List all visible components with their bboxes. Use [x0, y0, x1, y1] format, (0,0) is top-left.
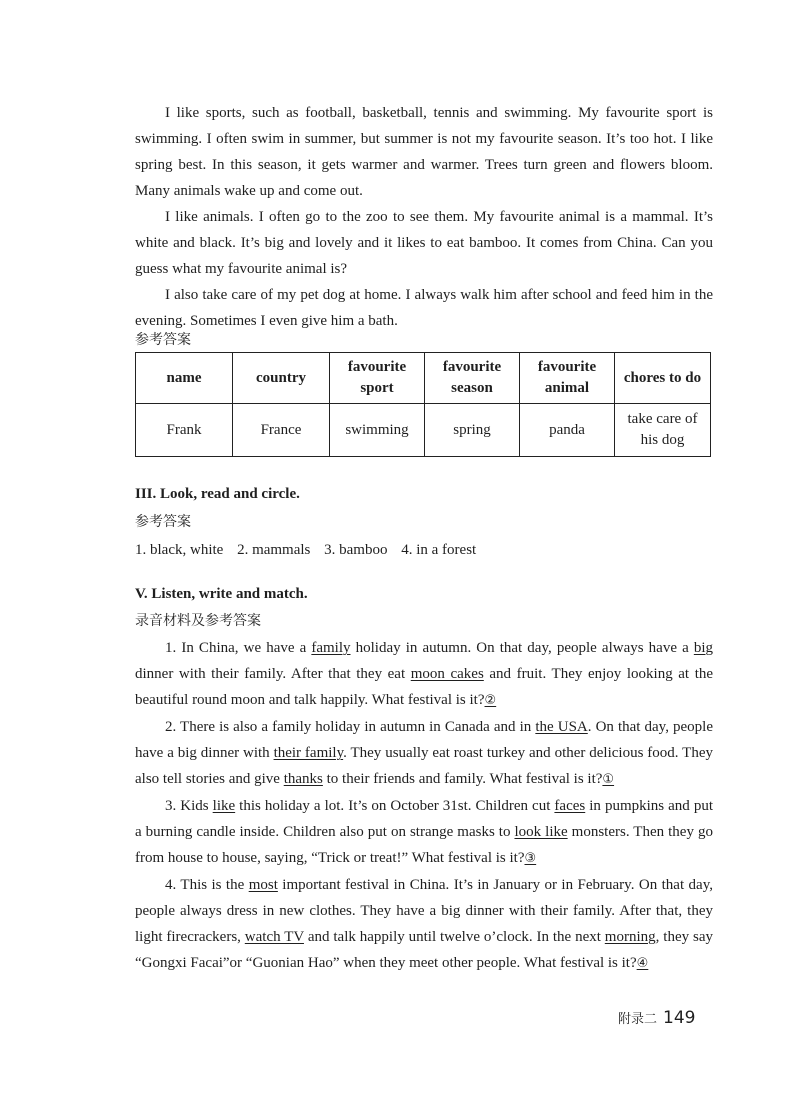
listening-item-1: 1. In China, we have a family holiday in autumn. On that day, people always have a big dinner with their family. After that they eat moon cakes and fruit. They enjoy looking at the beautiful round moon and talk happily. What festival is it?②	[135, 640, 714, 708]
answer-mark: ④	[636, 956, 649, 971]
answer-table	[135, 352, 711, 457]
table-header-cell: name	[136, 353, 233, 404]
section-5-title: V. Listen, write and match.	[135, 586, 308, 602]
page-number: 149	[663, 1008, 696, 1028]
section-3-answers	[135, 538, 713, 562]
table-cell: panda	[520, 404, 615, 457]
section-5	[135, 582, 713, 977]
intro-paragraph-3: I also take care of my pet dog at home. I always walk him after school and feed him in the evening. Sometimes I even give him a bath.	[135, 287, 713, 329]
answer-label: 参考答案	[135, 332, 191, 348]
table-cell: Frank	[136, 404, 233, 457]
table-header-cell: favourite season	[425, 353, 520, 404]
answer-item: 3. bamboo	[324, 542, 388, 558]
table-header-cell: chores to do	[615, 353, 711, 404]
answer-mark: ③	[524, 851, 537, 866]
listening-item-3: 3. Kids like this holiday a lot. It’s on October 31st. Children cut faces in pumpkins and put a burning candle inside. Children also put on strange masks to look like monsters. Then they go from house to house, saying, “Trick or treat!” What festival is it?③	[135, 798, 714, 866]
section-3	[135, 482, 713, 562]
answer-item: 2. mammals	[237, 542, 311, 558]
intro-paragraph-1: I like sports, such as football, basketball, tennis and swimming. My favourite sport is swimming. I often swim in summer, but summer is not my favourite season. It’s too hot. I like spring best. In this season, it gets warmer and warmer. Trees turn green and flowers bloom. Many animals wake up and come out.	[135, 105, 713, 199]
section-5-label: 录音材料及参考答案	[135, 613, 261, 629]
listening-item-2: 2. There is also a family holiday in autumn in Canada and in the USA. On that day, people have a big dinner with their family. They usually eat roast turkey and other delicious food. They also tell stories and give thanks to their friends and family. What festival is it?①	[135, 719, 714, 787]
table-row	[136, 404, 711, 457]
page-footer	[618, 1008, 718, 1028]
table-header-cell: favourite sport	[330, 353, 425, 404]
intro-paragraph-2: I like animals. I often go to the zoo to see them. My favourite animal is a mammal. It’s white and black. It’s big and lovely and it likes to eat bamboo. It comes from China. Can you guess what my favourite animal is?	[135, 209, 713, 277]
section-3-title: III. Look, read and circle.	[135, 486, 300, 502]
section-3-answer-label: 参考答案	[135, 514, 191, 530]
table-cell: take care of his dog	[615, 404, 711, 457]
listening-item-4: 4. This is the most important festival in China. It’s in January or in February. On that day, people always dress in new clothes. They have a big dinner with their family. After that, they light firecrackers, watch TV and talk happily until twelve o’clock. In the next morning, they say “Gongxi Facai”or “Guonian Hao” when they meet other people. What festival is it?④	[135, 877, 713, 971]
table-header-cell: country	[233, 353, 330, 404]
footer-label: 附录二	[618, 1012, 658, 1027]
table-cell: swimming	[330, 404, 425, 457]
answer-mark: ②	[484, 693, 497, 708]
table-cell: spring	[425, 404, 520, 457]
table-header-cell: favourite animal	[520, 353, 615, 404]
answer-item: 1. black, white	[135, 542, 224, 558]
answer-mark: ①	[602, 772, 615, 787]
table-cell: France	[233, 404, 330, 457]
answer-table-section	[135, 328, 713, 457]
table-header-row	[136, 353, 711, 404]
answer-item: 4. in a forest	[401, 542, 477, 558]
intro-text	[135, 100, 713, 334]
